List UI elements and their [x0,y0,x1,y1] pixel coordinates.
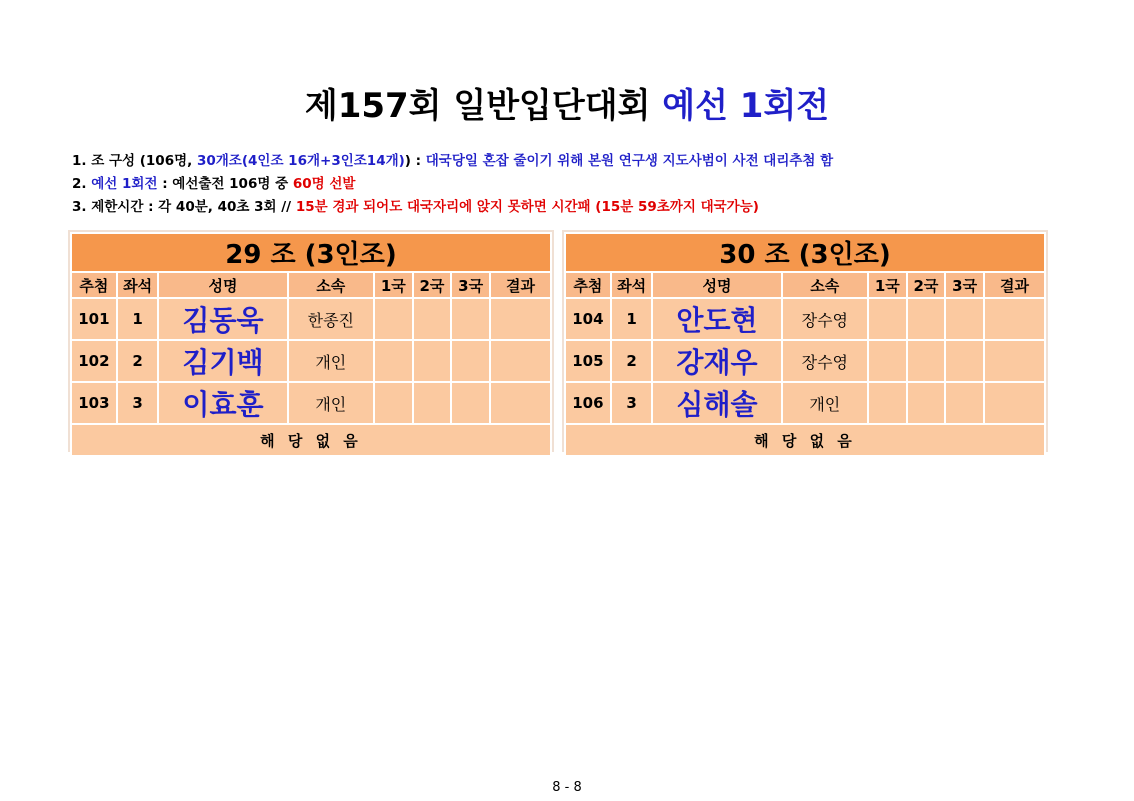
page-title [0,78,1134,127]
seat-cell: 2 [117,340,159,382]
group-table-29 [70,232,552,457]
seat-cell: 1 [611,298,653,340]
affiliation-cell: 장수영 [782,340,868,382]
draw-cell: 101 [71,298,117,340]
col-header: 추첨 [71,272,117,298]
game-1-cell [868,382,907,424]
note-text: 60명 선발 [292,176,356,192]
affiliation-cell: 개인 [288,340,374,382]
draw-cell: 105 [565,340,611,382]
note-text: 2. [72,176,92,192]
game-1-cell [868,298,907,340]
note-text: 예선 1회전 [91,176,158,192]
seat-cell: 3 [117,382,159,424]
game-3-cell [945,340,984,382]
col-header: 소속 [288,272,374,298]
name-cell: 이효훈 [158,382,287,424]
result-cell [490,298,551,340]
result-cell [984,340,1045,382]
seat-cell: 2 [611,340,653,382]
note-line-2 [72,173,833,196]
game-2-cell [907,382,946,424]
note-text: 15분 경과 되어도 대국자리에 앉지 못하면 시간패 (15분 59초까지 대국가능) [295,199,759,215]
note-line-3 [72,196,833,219]
col-header: 3국 [945,272,984,298]
group-title: 29 조 (3인조) [71,233,551,272]
note-text: ) : [404,153,426,169]
game-3-cell [945,382,984,424]
game-2-cell [413,382,452,424]
result-cell [984,382,1045,424]
name-cell: 강재우 [652,340,781,382]
draw-cell: 104 [565,298,611,340]
page-number: 8 - 8 [552,780,582,795]
table-row [565,298,1045,340]
col-header: 추첨 [565,272,611,298]
col-header: 결과 [984,272,1045,298]
group-footer: 해 당 없 음 [71,424,551,456]
table-row [71,298,551,340]
col-header: 좌석 [117,272,159,298]
col-header: 2국 [907,272,946,298]
name-cell: 안도현 [652,298,781,340]
game-1-cell [868,340,907,382]
draw-cell: 102 [71,340,117,382]
game-2-cell [907,340,946,382]
table-row [71,340,551,382]
group-table-30 [564,232,1046,457]
game-3-cell [451,340,490,382]
name-cell: 김동욱 [158,298,287,340]
name-cell: 김기백 [158,340,287,382]
col-header: 1국 [374,272,413,298]
table-row [565,382,1045,424]
result-cell [984,298,1045,340]
group-footer: 해 당 없 음 [565,424,1045,456]
game-1-cell [374,340,413,382]
note-text: 30개조(4인조 16개+3인조14개) [196,153,405,169]
note-text: 1. 조 구성 (106명, [72,153,197,169]
col-header: 좌석 [611,272,653,298]
col-header: 소속 [782,272,868,298]
affiliation-cell: 개인 [288,382,374,424]
note-text: : 예선출전 106명 중 [157,176,293,192]
game-2-cell [413,298,452,340]
affiliation-cell: 한종진 [288,298,374,340]
result-cell [490,382,551,424]
draw-cell: 106 [565,382,611,424]
col-header: 성명 [652,272,781,298]
note-text: 3. 제한시간 : 각 40분, 40초 3회 // [72,199,296,215]
game-3-cell [945,298,984,340]
col-header: 3국 [451,272,490,298]
table-row [71,382,551,424]
draw-cell: 103 [71,382,117,424]
title-highlight: 예선 1회전 [662,86,830,126]
affiliation-cell: 장수영 [782,298,868,340]
col-header: 2국 [413,272,452,298]
seat-cell: 1 [117,298,159,340]
table-row [565,340,1045,382]
game-1-cell [374,298,413,340]
col-header: 결과 [490,272,551,298]
col-header: 1국 [868,272,907,298]
col-header: 성명 [158,272,287,298]
notes [72,150,833,219]
result-cell [490,340,551,382]
name-cell: 심해솔 [652,382,781,424]
note-line-1 [72,150,833,173]
seat-cell: 3 [611,382,653,424]
game-3-cell [451,298,490,340]
affiliation-cell: 개인 [782,382,868,424]
title-main: 제157회 일반입단대회 [304,86,651,126]
game-1-cell [374,382,413,424]
note-text: 대국당일 혼잡 줄이기 위해 본원 연구생 지도사범이 사전 대리추첨 함 [425,153,834,169]
game-3-cell [451,382,490,424]
game-2-cell [907,298,946,340]
group-title: 30 조 (3인조) [565,233,1045,272]
game-2-cell [413,340,452,382]
